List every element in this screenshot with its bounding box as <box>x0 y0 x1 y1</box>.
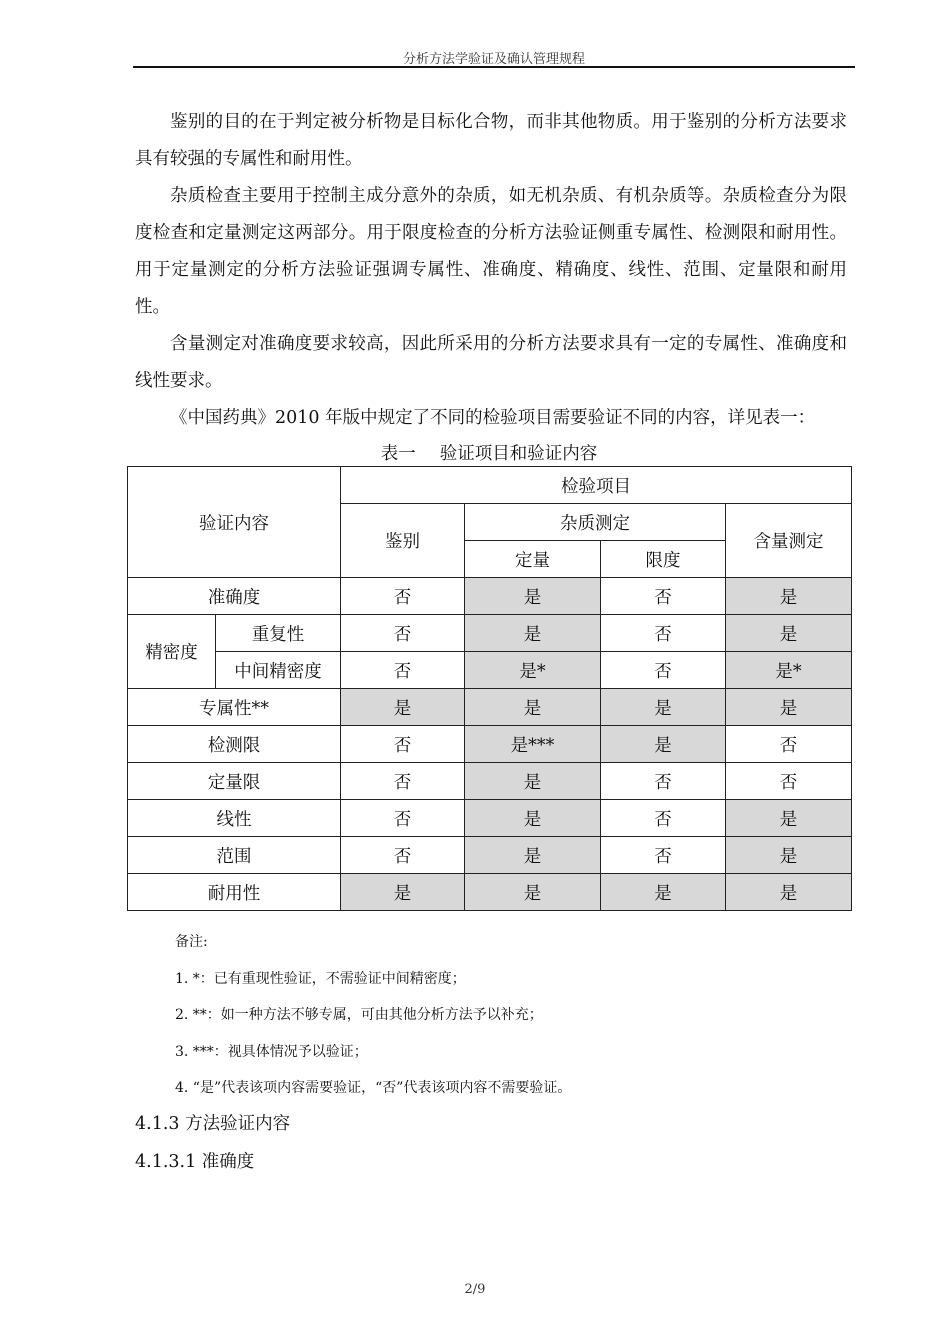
table-cell: 是* <box>726 652 852 689</box>
table-row <box>128 689 852 726</box>
table-cell: 否 <box>601 800 726 837</box>
table-cell: 是 <box>341 689 465 726</box>
note-item: 2. **：如一种方法不够专属，可由其他分析方法予以补充； <box>175 1007 543 1023</box>
table-cell: 否 <box>341 837 465 874</box>
header-quant: 定量 <box>465 541 601 578</box>
table-cell: 是*** <box>465 726 601 763</box>
header-items: 检验项目 <box>341 467 852 504</box>
table-cell: 否 <box>601 652 726 689</box>
row-label: 中间精密度 <box>216 652 341 689</box>
table-row <box>128 800 852 837</box>
table-cell: 否 <box>341 726 465 763</box>
table-cell: 否 <box>601 837 726 874</box>
section-heading: 4.1.3 方法验证内容 <box>135 1114 291 1134</box>
table-row <box>128 726 852 763</box>
header-limit: 限度 <box>601 541 726 578</box>
table-cell: 否 <box>601 578 726 615</box>
table-cell: 是 <box>726 689 852 726</box>
table-caption-title: 验证项目和验证内容 <box>439 444 598 464</box>
table-cell: 是 <box>341 874 465 911</box>
table-cell: 是 <box>601 874 726 911</box>
table-cell: 是 <box>601 689 726 726</box>
table-cell: 否 <box>726 726 852 763</box>
table-row <box>128 578 852 615</box>
page-header: 分析方法学验证及确认管理规程 <box>402 52 585 67</box>
subsection-heading: 4.1.3.1 准确度 <box>135 1152 255 1172</box>
validation-table <box>127 466 852 911</box>
table-cell: 是 <box>726 578 852 615</box>
note-item: 1. *：已有重现性验证，不需验证中间精密度； <box>175 970 466 987</box>
table-row <box>128 615 852 652</box>
header-impurity: 杂质测定 <box>465 504 726 541</box>
note-item: 3. ***：视具体情况予以验证； <box>175 1043 368 1060</box>
row-label: 重复性 <box>216 615 341 652</box>
table-cell: 是 <box>465 578 601 615</box>
notes-title: 备注: <box>175 934 208 950</box>
table-row <box>128 874 852 911</box>
header-identify: 鉴别 <box>341 504 465 578</box>
table-cell: 是 <box>465 615 601 652</box>
table-cell: 否 <box>341 615 465 652</box>
row-label: 检测限 <box>128 726 341 763</box>
header-content: 验证内容 <box>128 467 341 578</box>
table-row <box>128 652 852 689</box>
row-label: 定量限 <box>128 763 341 800</box>
row-label: 专属性** <box>128 689 341 726</box>
table-cell: 是 <box>465 874 601 911</box>
row-label: 线性 <box>128 800 341 837</box>
header-assay: 含量测定 <box>726 504 852 578</box>
table-cell: 是 <box>726 615 852 652</box>
table-cell: 是 <box>465 689 601 726</box>
row-label: 范围 <box>128 837 341 874</box>
table-cell: 否 <box>726 763 852 800</box>
table-row <box>128 837 852 874</box>
row-label: 准确度 <box>128 578 341 615</box>
row-group-label: 精密度 <box>128 615 216 689</box>
paragraph-assay: 含量测定对准确度要求较高，因此所采用的分析方法要求具有一定的专属性、准确度和线性要求。 <box>135 334 847 391</box>
page-number: 2/9 <box>464 1282 486 1297</box>
table-cell: 是 <box>465 763 601 800</box>
table-cell: 否 <box>341 652 465 689</box>
table-cell: 是* <box>465 652 601 689</box>
notes <box>175 930 571 1113</box>
table-cell: 否 <box>601 763 726 800</box>
note-item: 4. “是”代表该项内容需要验证，“否”代表该项内容不需要验证。 <box>175 1080 572 1096</box>
paragraph-pharmacopoeia: 《中国药典》2010 年版中规定了不同的检验项目需要验证不同的内容，详见表一： <box>170 408 816 428</box>
table-cell: 否 <box>341 800 465 837</box>
table-cell: 是 <box>726 800 852 837</box>
table-cell: 否 <box>341 578 465 615</box>
table-caption-number: 表一 <box>380 444 416 464</box>
table-cell: 是 <box>601 726 726 763</box>
table-caption <box>127 440 851 465</box>
table-cell: 是 <box>726 837 852 874</box>
row-label: 耐用性 <box>128 874 341 911</box>
table-cell: 否 <box>601 615 726 652</box>
table-cell: 是 <box>465 800 601 837</box>
paragraph-identification: 鉴别的目的在于判定被分析物是目标化合物，而非其他物质。用于鉴别的分析方法要求具有较强的专属性和耐用性。 <box>135 112 847 169</box>
header-rule <box>133 66 855 68</box>
paragraph-impurity: 杂质检查主要用于控制主成分意外的杂质，如无机杂质、有机杂质等。杂质检查分为限度检查和定量测定这两部分。用于限度检查的分析方法验证侧重专属性、检测限和耐用性。用于定量测定的分析方法验证强调专属性、准确度、精确度、线性、范围、定量限和耐用性。 <box>135 186 847 317</box>
table-cell: 是 <box>465 837 601 874</box>
table-row <box>128 763 852 800</box>
table-cell: 否 <box>341 763 465 800</box>
table-cell: 是 <box>726 874 852 911</box>
